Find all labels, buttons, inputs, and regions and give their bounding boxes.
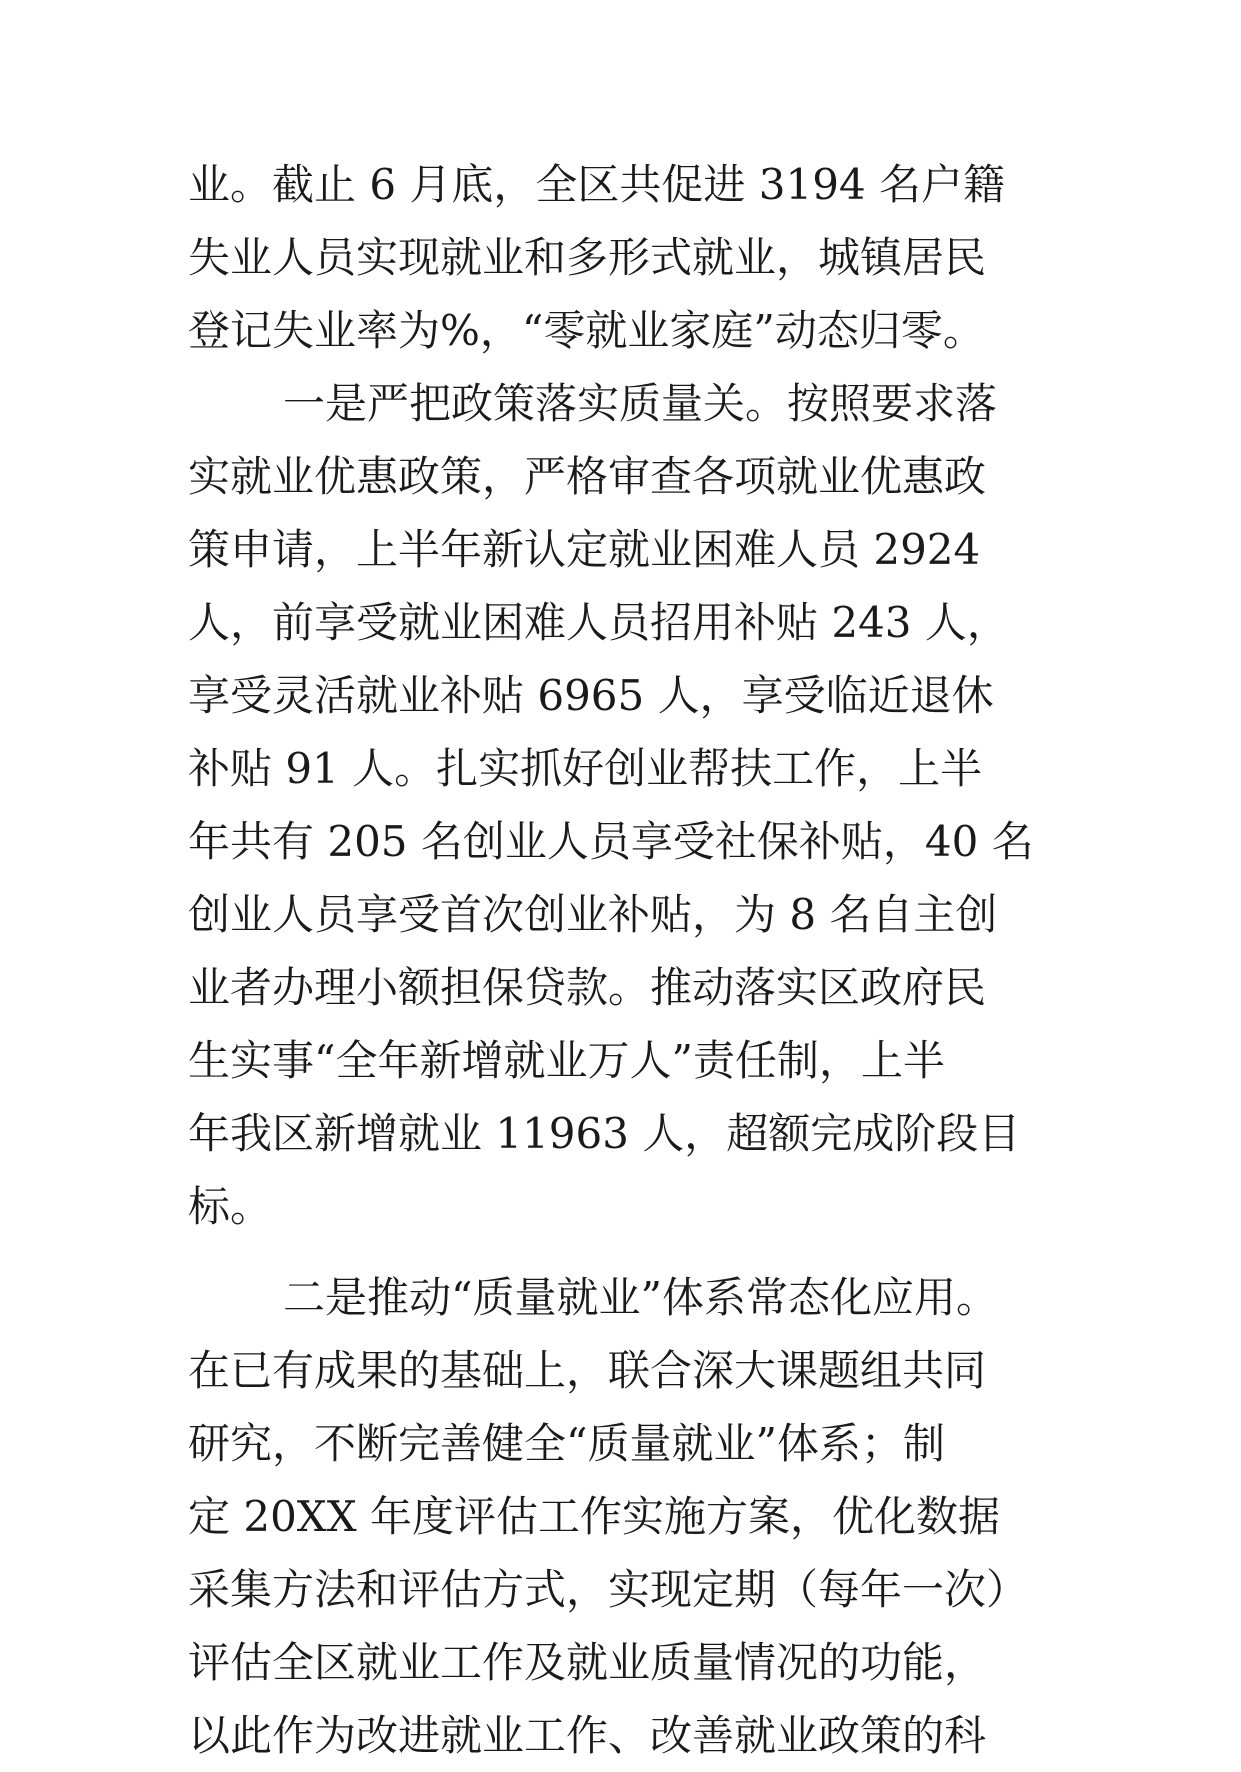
text-line: 创业人员享受首次创业补贴，为 8 名自主创 [188, 890, 998, 939]
text-line: 补贴 91 人。扎实抓好创业帮扶工作，上半 [188, 744, 983, 793]
text-line: 业者办理小额担保贷款。推动落实区政府民 [188, 963, 987, 1012]
text-line: 失业人员实现就业和多形式就业，城镇居民 [188, 233, 987, 282]
text-line: 年共有 205 名创业人员享受社保补贴，40 名 [188, 817, 1034, 866]
document-body [188, 148, 1068, 1772]
text-line: 研究，不断完善健全“质量就业”体系；制 [188, 1419, 945, 1468]
text-line: 实就业优惠政策，严格审查各项就业优惠政 [188, 452, 987, 501]
paragraph-3 [188, 1261, 1068, 1772]
text-line: 定 20XX 年度评估工作实施方案，优化数据 [188, 1492, 1000, 1541]
text-line: 生实事“全年新增就业万人”责任制，上半 [188, 1036, 945, 1085]
text-line: 策申请，上半年新认定就业困难人员 2924 [188, 525, 981, 574]
text-line: 业。截止 6 月底，全区共促进 3194 名户籍 [188, 160, 1006, 209]
text-line: 采集方法和评估方式，实现定期（每年一次） [188, 1565, 1029, 1614]
text-line: 年我区新增就业 11963 人，超额完成阶段目 [188, 1109, 1021, 1158]
paragraph-spacer [188, 1243, 1068, 1261]
paragraph-2 [188, 367, 1068, 1243]
text-line: 标。 [188, 1182, 273, 1231]
paragraph-1 [188, 148, 1068, 367]
text-line: 人，前享受就业困难人员招用补贴 243 人， [188, 598, 1009, 647]
text-line: 在已有成果的基础上，联合深大课题组共同 [188, 1346, 987, 1395]
text-line: 一是严把政策落实质量关。按照要求落 [283, 379, 998, 428]
text-line: 评估全区就业工作及就业质量情况的功能， [188, 1638, 987, 1687]
text-line: 二是推动“质量就业”体系常态化应用。 [283, 1273, 998, 1322]
text-line: 以此作为改进就业工作、改善就业政策的科 [188, 1711, 987, 1760]
text-line: 享受灵活就业补贴 6965 人，享受临近退休 [188, 671, 994, 720]
text-line: 登记失业率为%，“零就业家庭”动态归零。 [188, 306, 985, 355]
